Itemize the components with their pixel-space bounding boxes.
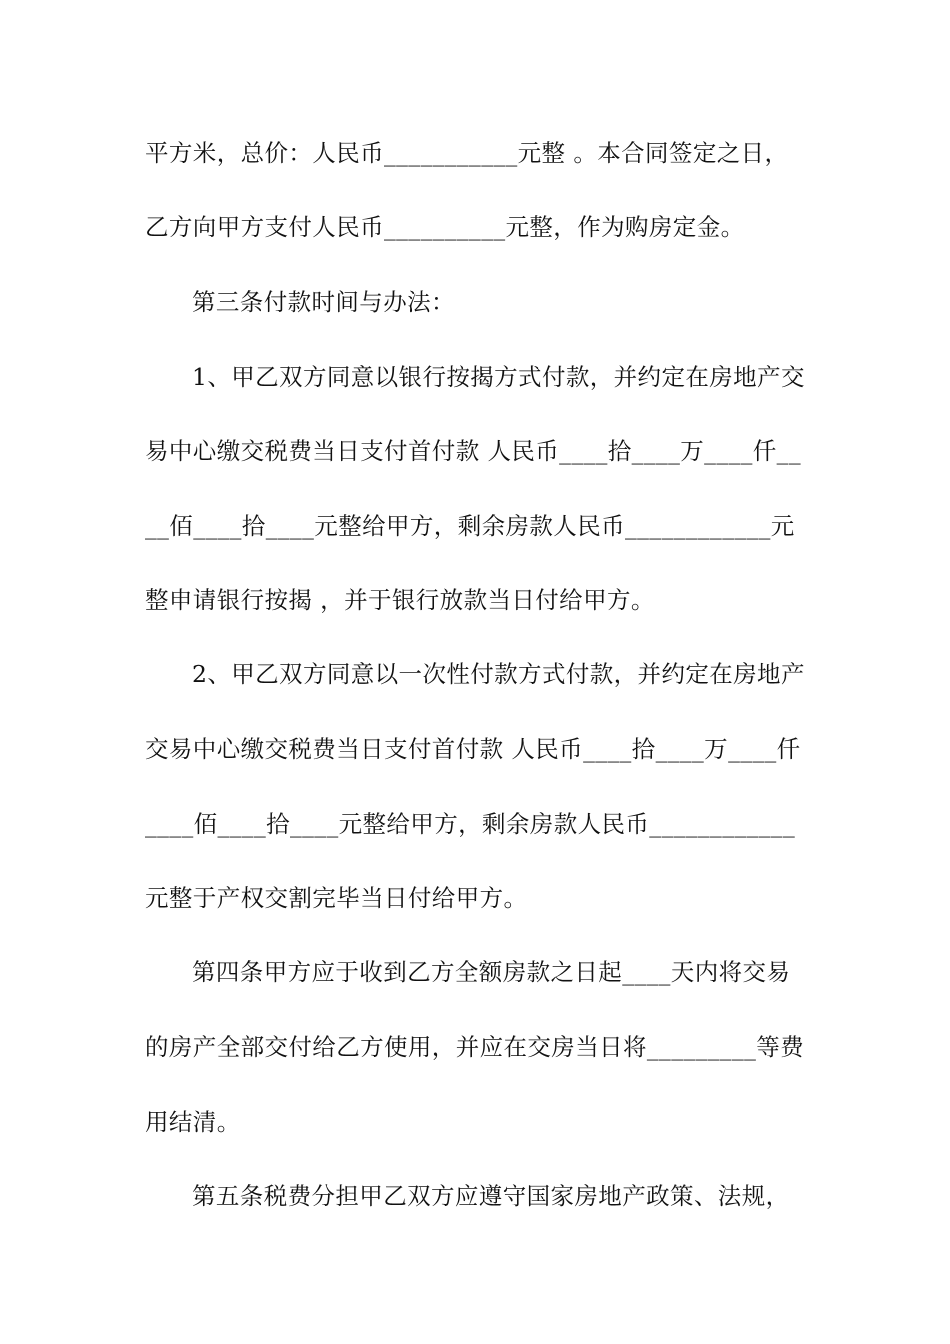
section-heading-article-3: 第三条付款时间与办法： xyxy=(192,288,455,316)
text-line-5: 易中心缴交税费当日支付首付款 人民币____拾____万____仟__ xyxy=(145,437,801,465)
text-line-13: 的房产全部交付给乙方使用，并应在交房当日将_________等费 xyxy=(145,1033,805,1061)
section-heading-article-5: 第五条税费分担甲乙双方应遵守国家房地产政策、法规， xyxy=(192,1182,790,1210)
text-line-1: 平方米，总价：人民币___________元整 。本合同签定之日， xyxy=(145,139,789,167)
section-heading-article-4: 第四条甲方应于收到乙方全额房款之日起____天内将交易 xyxy=(192,958,791,986)
text-line-11: 元整于产权交割完毕当日付给甲方。 xyxy=(145,884,528,912)
text-line-7: 整申请银行按揭 ，并于银行放款当日付给甲方。 xyxy=(145,586,655,614)
text-line-14: 用结清。 xyxy=(145,1108,241,1136)
text-line-4: 1、甲乙双方同意以银行按揭方式付款，并约定在房地产交 xyxy=(192,363,805,391)
text-line-6: __佰____拾____元整给甲方，剩余房款人民币____________元 xyxy=(145,512,795,540)
text-line-8: 2、甲乙双方同意以一次性付款方式付款，并约定在房地产 xyxy=(192,660,805,688)
text-line-2: 乙方向甲方支付人民币__________元整，作为购房定金。 xyxy=(145,213,745,241)
text-line-10: ____佰____拾____元整给甲方，剩余房款人民币____________ xyxy=(145,810,796,838)
text-line-9: 交易中心缴交税费当日支付首付款 人民币____拾____万____仟 xyxy=(145,735,801,763)
